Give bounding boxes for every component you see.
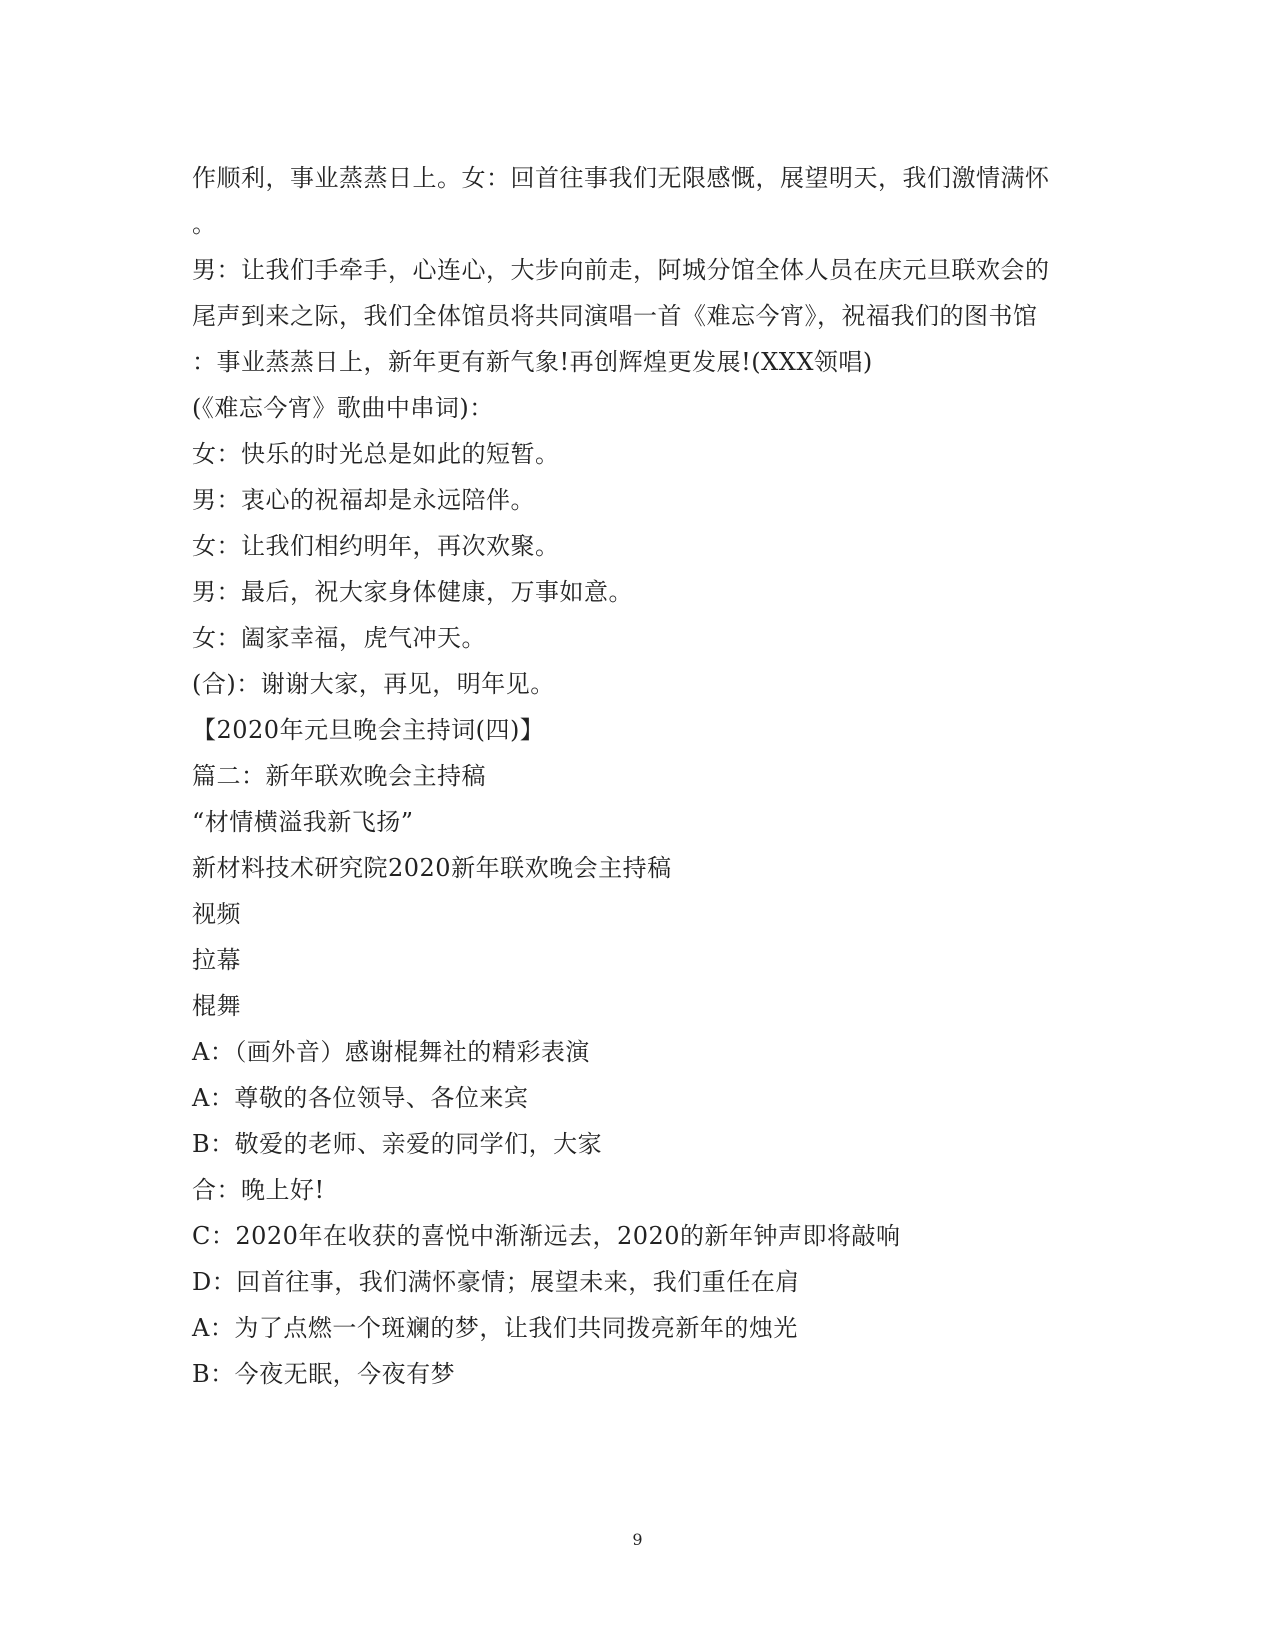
text-line: 。 <box>192 210 217 238</box>
text-line: 女：让我们相约明年，再次欢聚。 <box>192 532 560 560</box>
text-line: 尾声到来之际，我们全体馆员将共同演唱一首《难忘今宵》，祝福我们的图书馆 <box>192 302 1038 330</box>
page-number: 9 <box>632 1530 643 1549</box>
text-line: B：今夜无眠，今夜有梦 <box>192 1360 456 1388</box>
text-line: 合：晚上好! <box>192 1176 325 1204</box>
text-line: 篇二：新年联欢晚会主持稿 <box>192 762 486 790</box>
text-line: (合)：谢谢大家，再见，明年见。 <box>192 670 555 698</box>
text-line: D：回首往事，我们满怀豪情；展望未来，我们重任在肩 <box>192 1268 800 1296</box>
text-line: ：事业蒸蒸日上，新年更有新气象!再创辉煌更发展!(XXX领唱) <box>192 348 873 376</box>
text-line: 作顺利，事业蒸蒸日上。女：回首往事我们无限感慨，展望明天，我们激情满怀 <box>192 164 1050 192</box>
text-line: B：敬爱的老师、亲爱的同学们，大家 <box>192 1130 603 1158</box>
text-line: 视频 <box>192 900 241 928</box>
text-line: 棍舞 <box>192 992 241 1020</box>
text-line: A：尊敬的各位领导、各位来宾 <box>192 1084 529 1112</box>
text-line: C：2020年在收获的喜悦中渐渐远去，2020的新年钟声即将敲响 <box>192 1222 901 1250</box>
text-line: 男：衷心的祝福却是永远陪伴。 <box>192 486 535 514</box>
text-line: 男：让我们手牵手，心连心，大步向前走，阿城分馆全体人员在庆元旦联欢会的 <box>192 256 1050 284</box>
text-line: 男：最后，祝大家身体健康，万事如意。 <box>192 578 633 606</box>
text-line: “材情横溢我新飞扬” <box>192 808 414 836</box>
text-line: 拉幕 <box>192 946 241 974</box>
text-line: 女：阖家幸福，虎气冲天。 <box>192 624 486 652</box>
section-heading: 【2020年元旦晚会主持词(四)】 <box>192 716 545 744</box>
text-line: A：为了点燃一个斑斓的梦，让我们共同拨亮新年的烛光 <box>192 1314 798 1342</box>
text-line: (《难忘今宵》歌曲中串词)： <box>192 394 494 422</box>
text-line: 新材料技术研究院2020新年联欢晚会主持稿 <box>192 854 672 882</box>
text-line: 女：快乐的时光总是如此的短暂。 <box>192 440 560 468</box>
text-line: A：（画外音）感谢棍舞社的精彩表演 <box>192 1038 590 1066</box>
